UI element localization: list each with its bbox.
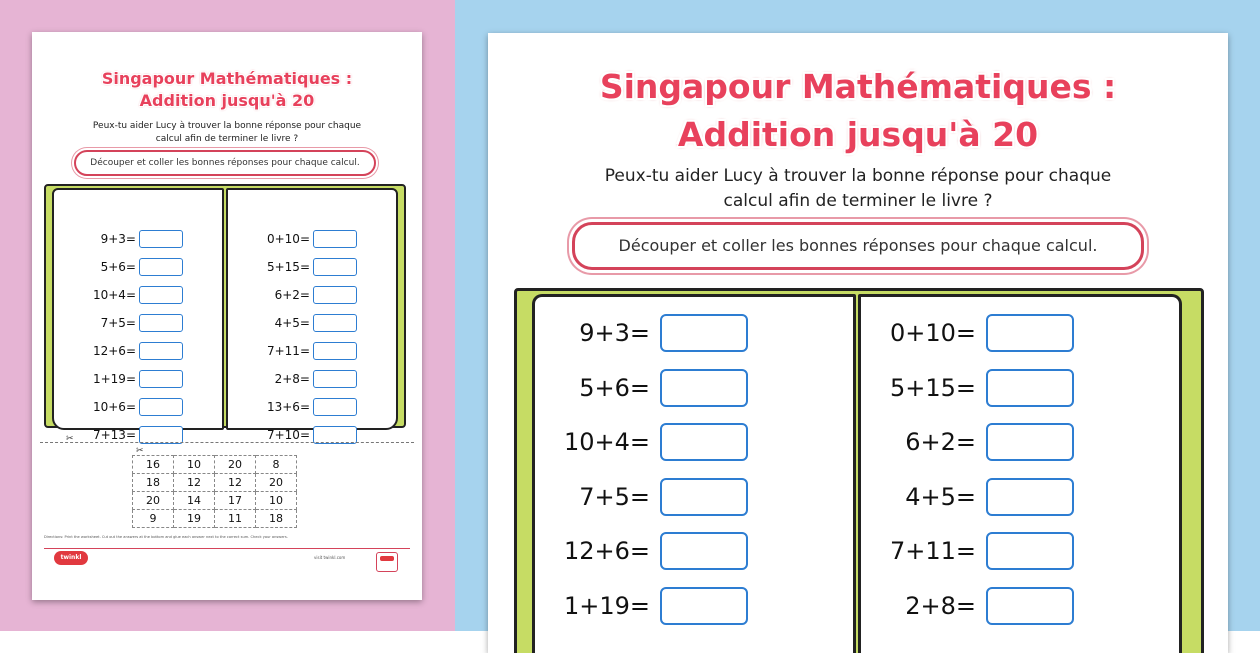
title-line-2: Addition jusqu'à 20	[139, 91, 315, 110]
answer-box[interactable]	[986, 532, 1074, 570]
equation-row	[234, 314, 357, 332]
equation-text: 7+5=	[579, 482, 650, 511]
equation-text: 2+8=	[905, 591, 976, 620]
instruction-banner: Découper et coller les bonnes réponses pour chaque calcul.	[74, 150, 376, 176]
footer-link: visit twinkl.com	[314, 555, 346, 560]
answer-box[interactable]	[313, 398, 357, 416]
equation-row	[554, 587, 748, 625]
equation-text: 5+6=	[100, 260, 136, 274]
footer-note: Directions: Print the worksheet. Cut out the answers at the bottom and glue each answer next to the correct sum. Check your answers.	[44, 535, 288, 539]
equation-text: 7+13=	[92, 428, 136, 442]
equation-text: 9+3=	[100, 232, 136, 246]
scissor-icon: ✂	[136, 446, 144, 456]
equation-text: 7+5=	[100, 316, 136, 330]
answer-box[interactable]	[660, 478, 748, 516]
answer-cutout[interactable]: 16	[133, 456, 174, 474]
equation-row	[60, 258, 183, 276]
instruction-banner-large: Découper et coller les bonnes réponses pour chaque calcul.	[572, 222, 1144, 270]
equation-row	[234, 398, 357, 416]
answer-cutout[interactable]: 20	[256, 474, 297, 492]
answer-box[interactable]	[313, 286, 357, 304]
equation-text: 7+10=	[266, 428, 310, 442]
equation-text: 0+10=	[266, 232, 310, 246]
answer-row	[133, 474, 297, 492]
equation-row	[60, 398, 183, 416]
answer-box[interactable]	[660, 587, 748, 625]
equation-text: 12+6=	[92, 344, 136, 358]
equation-text: 9+3=	[579, 319, 650, 347]
equation-text: 0+10=	[889, 319, 976, 347]
answer-box[interactable]	[139, 230, 183, 248]
equation-row	[60, 230, 183, 248]
answer-row	[133, 456, 297, 474]
answer-cutout[interactable]: 9	[133, 510, 174, 528]
answer-box[interactable]	[313, 258, 357, 276]
answer-cutout[interactable]: 10	[174, 456, 215, 474]
answer-box[interactable]	[313, 314, 357, 332]
intro-line-2: calcul afin de terminer le livre ?	[155, 134, 299, 144]
intro-line-1: Peux-tu aider Lucy à trouver la bonne réponse pour chaque	[92, 121, 362, 131]
equation-text: 10+4=	[92, 288, 136, 302]
equation-text: 12+6=	[563, 537, 650, 565]
equation-text: 5+15=	[266, 260, 310, 274]
answer-box[interactable]	[660, 369, 748, 407]
equation-text: 10+6=	[92, 400, 136, 414]
answer-cutout[interactable]: 18	[256, 510, 297, 528]
scissor-icon: ✂	[66, 434, 74, 444]
answer-box[interactable]	[660, 314, 748, 352]
answer-box[interactable]	[986, 423, 1074, 461]
answer-box[interactable]	[660, 532, 748, 570]
answer-row	[133, 492, 297, 510]
intro-line-1: Peux-tu aider Lucy à trouver la bonne réponse pour chaque	[604, 166, 1112, 186]
equation-row	[554, 532, 748, 570]
equation-row	[60, 314, 183, 332]
answer-box[interactable]	[313, 370, 357, 388]
equation-text: 6+2=	[274, 288, 310, 302]
equation-row	[880, 532, 1074, 570]
answer-box[interactable]	[139, 286, 183, 304]
equation-row	[234, 286, 357, 304]
answer-box[interactable]	[986, 369, 1074, 407]
book-right-page	[226, 188, 398, 430]
equation-row	[234, 258, 357, 276]
equation-row	[234, 370, 357, 388]
intro-line-2: calcul afin de terminer le livre ?	[723, 191, 993, 211]
twinkl-logo: twinkl	[54, 551, 88, 565]
book-left-page	[52, 188, 224, 430]
equation-text: 5+6=	[579, 373, 650, 402]
answer-cutout[interactable]: 20	[133, 492, 174, 510]
worksheet-title-large	[488, 63, 1228, 159]
equation-text: 4+5=	[274, 316, 310, 330]
equation-text: 6+2=	[905, 428, 976, 456]
answer-box[interactable]	[986, 587, 1074, 625]
equation-text: 10+4=	[563, 428, 650, 456]
badge-icon	[376, 552, 398, 572]
answer-cutout[interactable]: 12	[215, 474, 256, 492]
equation-row	[880, 314, 1074, 352]
footer-divider	[44, 548, 410, 549]
answer-cutout[interactable]: 17	[215, 492, 256, 510]
equation-row	[60, 286, 183, 304]
equation-row	[234, 342, 357, 360]
answer-box[interactable]	[139, 398, 183, 416]
answer-box[interactable]	[986, 314, 1074, 352]
answer-box[interactable]	[139, 258, 183, 276]
answer-grid	[132, 455, 297, 528]
answer-box[interactable]	[139, 342, 183, 360]
title-line-2: Addition jusqu'à 20	[677, 115, 1039, 154]
equation-row	[880, 587, 1074, 625]
book-illustration-large	[514, 288, 1204, 653]
answer-cutout[interactable]: 18	[133, 474, 174, 492]
equation-row	[234, 230, 357, 248]
book-illustration	[44, 184, 406, 442]
answer-cutout[interactable]: 12	[174, 474, 215, 492]
title-line-1: Singapour Mathématiques :	[599, 67, 1117, 106]
equation-text: 4+5=	[905, 482, 976, 511]
answer-box[interactable]	[660, 423, 748, 461]
answer-box[interactable]	[139, 370, 183, 388]
equation-row	[554, 314, 748, 352]
answer-cutout[interactable]: 8	[256, 456, 297, 474]
worksheet-title	[32, 68, 422, 112]
equation-row	[554, 478, 748, 516]
answer-box[interactable]	[986, 478, 1074, 516]
intro-text-large	[568, 164, 1148, 214]
equation-text: 7+11=	[266, 344, 310, 358]
equation-row	[60, 370, 183, 388]
equation-row	[554, 369, 748, 407]
answer-box[interactable]	[313, 342, 357, 360]
equation-row	[880, 478, 1074, 516]
answer-cutout[interactable]: 19	[174, 510, 215, 528]
worksheet-thumbnail	[32, 32, 422, 600]
answer-row	[133, 510, 297, 528]
title-line-1: Singapour Mathématiques :	[101, 69, 353, 88]
answer-box[interactable]	[139, 314, 183, 332]
answer-cutout[interactable]: 11	[215, 510, 256, 528]
worksheet-zoomed	[488, 33, 1228, 653]
equation-row	[880, 369, 1074, 407]
answer-cutout[interactable]: 14	[174, 492, 215, 510]
cut-line	[40, 442, 414, 443]
equation-row	[880, 423, 1074, 461]
equation-text: 7+11=	[889, 537, 976, 565]
equation-text: 1+19=	[563, 591, 650, 620]
answer-cutout[interactable]: 10	[256, 492, 297, 510]
answer-cutout[interactable]: 20	[215, 456, 256, 474]
equation-row	[554, 423, 748, 461]
intro-text	[72, 120, 382, 146]
equation-text: 2+8=	[274, 372, 310, 386]
equation-text: 5+15=	[889, 373, 976, 402]
answer-box[interactable]	[313, 230, 357, 248]
equation-text: 13+6=	[266, 400, 310, 414]
equation-text: 1+19=	[92, 372, 136, 386]
equation-row	[60, 342, 183, 360]
